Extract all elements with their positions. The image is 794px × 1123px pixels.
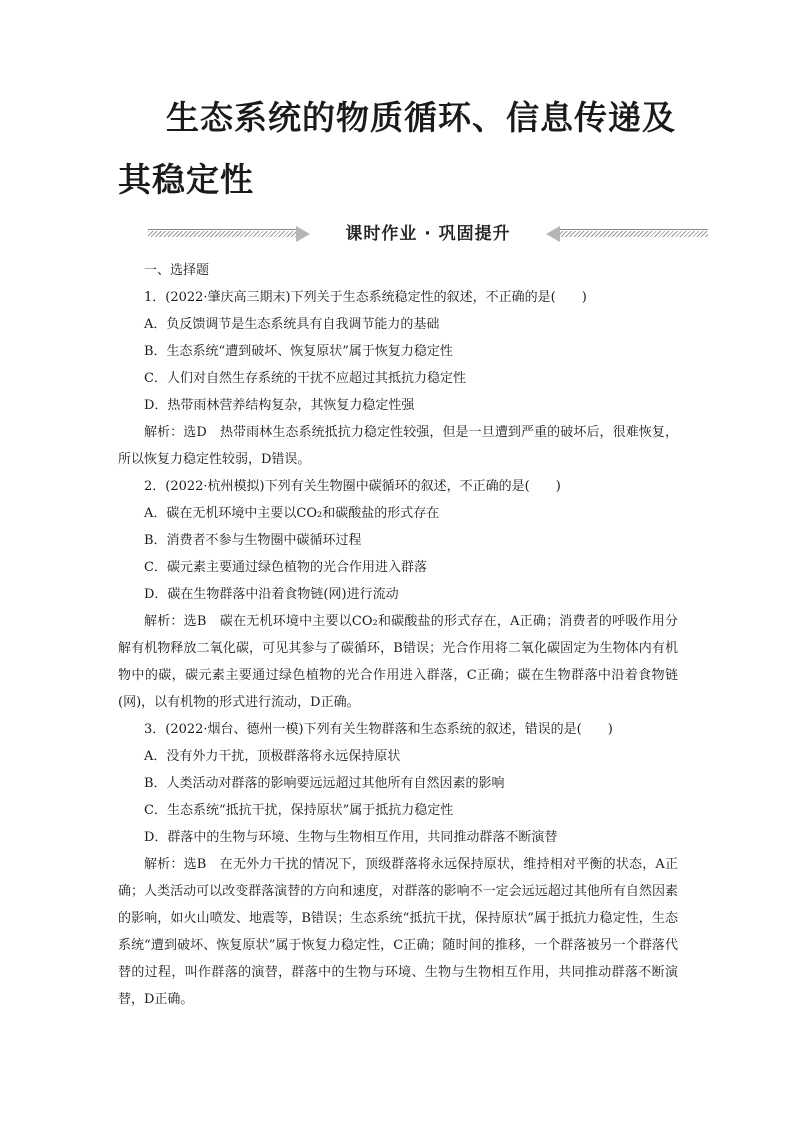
question-2	[118, 473, 678, 716]
answer-explanation: 解析：选D 热带雨林生态系统抵抗力稳定性较强，但是一旦遭到严重的破坏后，很难恢复，所以恢复力稳定性较弱，D错误。	[118, 425, 678, 467]
question-stem: 2．(2022·杭州模拟)下列有关生物圈中碳循环的叙述，不正确的是( )	[144, 479, 561, 494]
option-d: D．群落中的生物与环境、生物与生物相互作用，共同推动群落不断演替	[144, 830, 558, 845]
option-d: D．碳在生物群落中沿着食物链(网)进行流动	[144, 587, 399, 602]
section-heading: 一、选择题	[144, 263, 210, 278]
question-3	[118, 716, 678, 1013]
option-b: B．人类活动对群落的影响要远远超过其他所有自然因素的影响	[144, 776, 505, 791]
page-title-line2: 其稳定性	[118, 160, 254, 199]
option-a: A．负反馈调节是生态系统具有自我调节能力的基础	[144, 317, 440, 332]
option-b: B．消费者不参与生物圈中碳循环过程	[144, 533, 362, 548]
content	[118, 257, 678, 1013]
question-stem: 1．(2022·肇庆高三期末)下列关于生态系统稳定性的叙述，不正确的是( )	[144, 290, 587, 305]
question-1	[118, 284, 678, 473]
banner-text: 课时作业 · 巩固提升	[345, 224, 511, 244]
option-a: A．没有外力干扰，顶极群落将永远保持原状	[144, 749, 401, 764]
option-c: C．碳元素主要通过绿色植物的光合作用进入群落	[144, 560, 427, 575]
option-c: C．人们对自然生存系统的干扰不应超过其抵抗力稳定性	[144, 371, 466, 386]
option-c: C．生态系统“抵抗干扰，保持原状”属于抵抗力稳定性	[144, 803, 454, 818]
option-d: D．热带雨林营养结构复杂，其恢复力稳定性强	[144, 398, 415, 413]
page-title-line1: 生态系统的物质循环、信息传递及	[166, 98, 676, 137]
option-a: A．碳在无机环境中主要以CO₂和碳酸盐的形式存在	[144, 506, 440, 521]
answer-explanation: 解析：选B 碳在无机环境中主要以CO₂和碳酸盐的形式存在，A正确；消费者的呼吸作用分解有机物释放二氧化碳，可见其参与了碳循环，B错误；光合作用将二氧化碳固定为生物体内有机物中的碳，碳元素主要通过绿色植物的光合作用进入群落，C正确；碳在生物群落中沿着食物链(网)，以有机物的形式进行流动，D正确。	[118, 614, 678, 710]
section-banner	[148, 223, 708, 245]
question-stem: 3．(2022·烟台、德州一模)下列有关生物群落和生态系统的叙述，错误的是( )	[144, 722, 613, 737]
option-b: B．生态系统“遭到破坏、恢复原状”属于恢复力稳定性	[144, 344, 453, 359]
answer-explanation: 解析：选B 在无外力干扰的情况下，顶级群落将永远保持原状，维持相对平衡的状态，A正确；人类活动可以改变群落演替的方向和速度，对群落的影响不一定会远远超过其他所有自然因素的影响，如火山喷发、地震等，B错误；生态系统“抵抗干扰，保持原状”属于抵抗力稳定性，生态系统“遭到破坏、恢复原状”属于恢复力稳定性，C正确；随时间的推移，一个群落被另一个群落代替的过程，叫作群落的演替，群落中的生物与环境、生物与生物相互作用，共同推动群落不断演替，D正确。	[118, 857, 678, 1007]
